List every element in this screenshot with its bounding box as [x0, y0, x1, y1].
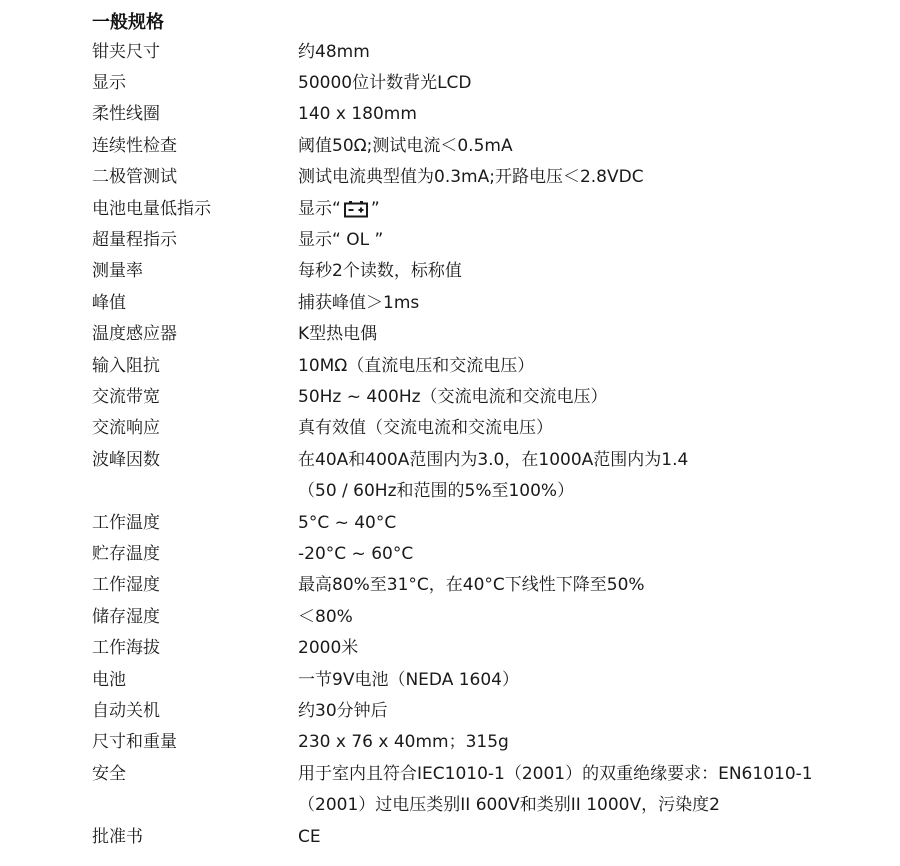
spec-value: CE — [298, 826, 321, 847]
spec-value-suffix: ” — [370, 198, 380, 219]
spec-row — [0, 822, 900, 853]
spec-row — [0, 665, 900, 696]
spec-row — [0, 633, 900, 664]
spec-value-prefix: 显示“ — [298, 198, 341, 219]
spec-value: 阈值50Ω;测试电流＜0.5mA — [298, 135, 513, 156]
spec-value: 5°C ~ 40°C — [298, 512, 397, 533]
spec-label: 连续性检查 — [92, 135, 177, 156]
spec-row — [0, 68, 900, 99]
spec-label: 批准书 — [92, 826, 143, 847]
spec-value — [298, 194, 380, 225]
spec-label: 二极管测试 — [92, 167, 177, 188]
spec-row — [0, 225, 900, 256]
spec-row — [0, 790, 900, 821]
spec-value: 10MΩ（直流电压和交流电压） — [298, 355, 535, 376]
spec-label: 工作海拔 — [92, 638, 160, 659]
spec-label: 储存湿度 — [92, 606, 160, 627]
spec-value: 2000米 — [298, 638, 359, 659]
spec-label: 尺寸和重量 — [92, 732, 177, 753]
battery-low-icon — [343, 200, 369, 218]
spec-row — [0, 727, 900, 758]
spec-value: K型热电偶 — [298, 324, 378, 345]
spec-row — [0, 99, 900, 130]
spec-value: 约30分钟后 — [298, 700, 388, 721]
heading-general-specs: 一般规格 — [92, 12, 164, 33]
spec-label: 显示 — [92, 72, 126, 93]
spec-label: 钳夹尺寸 — [92, 41, 160, 62]
spec-value: 显示“ OL ” — [298, 229, 384, 250]
spec-row — [0, 288, 900, 319]
spec-label: 交流带宽 — [92, 386, 160, 407]
spec-row — [0, 37, 900, 68]
spec-label: 超量程指示 — [92, 229, 177, 250]
spec-label: 柔性线圈 — [92, 104, 160, 125]
spec-label: 电池 — [92, 669, 126, 690]
spec-value: ＜80% — [298, 606, 353, 627]
spec-row — [0, 759, 900, 790]
spec-label: 温度感应器 — [92, 324, 177, 345]
spec-value: （50 / 60Hz和范围的5%至100%） — [298, 481, 575, 502]
spec-value: 一节9V电池（NEDA 1604） — [298, 669, 519, 690]
spec-label: 安全 — [92, 763, 126, 784]
spec-label: 峰值 — [92, 292, 126, 313]
spec-label: 交流响应 — [92, 418, 160, 439]
spec-label: 贮存温度 — [92, 543, 160, 564]
spec-value: 50000位计数背光LCD — [298, 72, 472, 93]
spec-value: 约48mm — [298, 41, 370, 62]
spec-row — [0, 382, 900, 413]
spec-value: 真有效值（交流电流和交流电压） — [298, 418, 553, 439]
spec-value: 用于室内且符合IEC1010-1（2001）的双重绝缘要求：EN61010-1 — [298, 763, 813, 784]
spec-row — [0, 319, 900, 350]
spec-row — [0, 508, 900, 539]
spec-value: 140 x 180mm — [298, 104, 417, 125]
spec-row — [0, 696, 900, 727]
spec-row — [0, 570, 900, 601]
spec-label: 自动关机 — [92, 700, 160, 721]
spec-row — [0, 194, 900, 225]
spec-value: 捕获峰值＞1ms — [298, 292, 420, 313]
spec-label: 电池电量低指示 — [92, 198, 211, 219]
spec-value: 在40A和400A范围内为3.0，在1000A范围内为1.4 — [298, 449, 689, 470]
spec-row — [0, 256, 900, 287]
spec-label: 测量率 — [92, 261, 143, 282]
spec-value: （2001）过电压类别II 600V和类别II 1000V，污染度2 — [298, 795, 720, 816]
spec-label: 工作湿度 — [92, 575, 160, 596]
spec-row — [0, 413, 900, 444]
spec-row — [0, 539, 900, 570]
spec-value: 50Hz ~ 400Hz（交流电流和交流电压） — [298, 386, 608, 407]
spec-row — [0, 476, 900, 507]
spec-row — [0, 602, 900, 633]
spec-label: 输入阻抗 — [92, 355, 160, 376]
spec-label: 波峰因数 — [92, 449, 160, 470]
spec-value: 230 x 76 x 40mm；315g — [298, 732, 509, 753]
spec-value: 每秒2个读数，标称值 — [298, 261, 462, 282]
spec-row — [0, 351, 900, 382]
spec-row — [0, 445, 900, 476]
spec-value: 最高80%至31°C，在40°C下线性下降至50% — [298, 575, 645, 596]
spec-label: 工作温度 — [92, 512, 160, 533]
spec-row — [0, 162, 900, 193]
spec-row — [0, 131, 900, 162]
spec-value: 测试电流典型值为0.3mA;开路电压＜2.8VDC — [298, 167, 644, 188]
spec-value: -20°C ~ 60°C — [298, 543, 414, 564]
